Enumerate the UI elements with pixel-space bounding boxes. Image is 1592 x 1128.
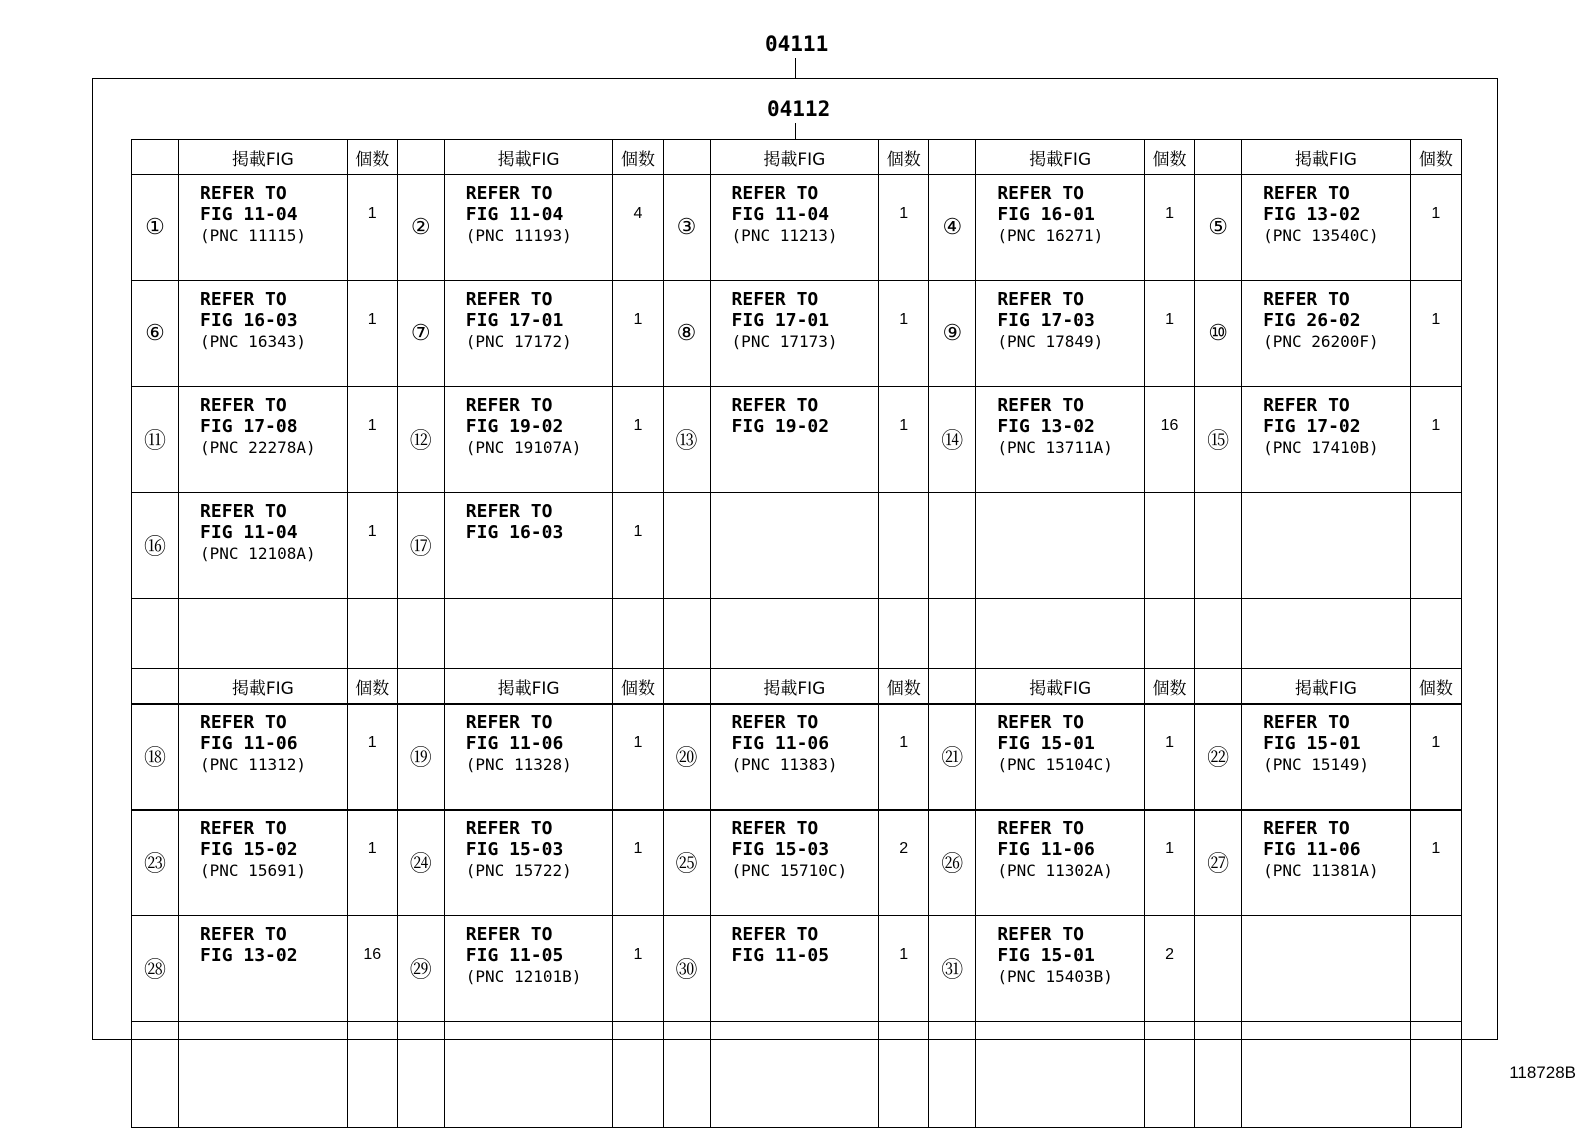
item-number: ㉛ (929, 916, 976, 1022)
item-number (1195, 1022, 1242, 1128)
fig-number-text: FIG 15-02 (200, 839, 298, 860)
reference-table-2 (131, 668, 1462, 1128)
pnc-text: (PNC 15722) (465, 861, 572, 880)
quantity-cell: 1 (1410, 810, 1461, 916)
table-row (132, 387, 1462, 493)
item-number: ⑨ (929, 281, 976, 387)
header-fig-cell: 掲載FIG (444, 669, 613, 704)
item-number (663, 1022, 710, 1128)
header-qty-cell: 個数 (347, 140, 397, 175)
refer-to-text: REFER TO (200, 395, 287, 416)
item-number (929, 493, 976, 599)
item-number: ⑮ (1195, 387, 1242, 493)
pnc-text: (PNC 17172) (465, 332, 572, 351)
refer-to-text: REFER TO (465, 183, 553, 204)
refer-to-text: REFER TO (997, 818, 1085, 839)
quantity-cell: 1 (347, 175, 397, 281)
refer-to-text: REFER TO (997, 395, 1085, 416)
header-fig-cell: 掲載FIG (710, 140, 879, 175)
fig-number-text: FIG 17-02 (1263, 416, 1361, 437)
item-number: ⑧ (663, 281, 710, 387)
fig-reference-cell (976, 916, 1145, 1022)
quantity-cell: 1 (879, 916, 929, 1022)
header-qty-cell: 個数 (879, 140, 929, 175)
quantity-cell: 1 (347, 810, 397, 916)
quantity-cell: 1 (1410, 387, 1461, 493)
refer-to-text: REFER TO (465, 924, 553, 945)
item-number: ㉕ (663, 810, 710, 916)
fig-reference-cell (179, 916, 348, 1022)
refer-to-text: REFER TO (731, 183, 819, 204)
fig-number-text: FIG 11-05 (465, 945, 564, 966)
pnc-text: (PNC 11302A) (997, 861, 1113, 880)
quantity-cell: 1 (1144, 175, 1194, 281)
header-qty-cell: 個数 (879, 669, 929, 704)
table-row (132, 175, 1462, 281)
fig-reference-cell (976, 281, 1145, 387)
fig-reference-cell (444, 175, 613, 281)
table-row (132, 493, 1462, 599)
pnc-text: (PNC 11193) (465, 226, 572, 245)
header-qty-cell: 個数 (1144, 140, 1194, 175)
fig-reference-cell (444, 387, 613, 493)
pnc-text: (PNC 11213) (731, 226, 838, 245)
quantity-cell: 1 (1144, 281, 1194, 387)
quantity-cell (1410, 1022, 1461, 1128)
refer-to-text: REFER TO (731, 289, 819, 310)
quantity-cell: 1 (1144, 704, 1194, 810)
fig-number-text: FIG 11-06 (465, 733, 564, 754)
pnc-text: (PNC 16271) (997, 226, 1104, 245)
quantity-cell: 1 (879, 704, 929, 810)
fig-number-text: FIG 15-03 (465, 839, 564, 860)
pnc-text: (PNC 19107A) (465, 438, 582, 457)
table-row (132, 1022, 1462, 1128)
quantity-cell (1144, 493, 1194, 599)
item-number: ② (397, 175, 444, 281)
pnc-text: (PNC 15710C) (731, 861, 848, 880)
quantity-cell: 1 (347, 493, 397, 599)
fig-reference-cell (1242, 493, 1411, 599)
pnc-text: (PNC 17410B) (1263, 438, 1379, 457)
refer-to-text: REFER TO (1263, 818, 1350, 839)
pnc-text: (PNC 13711A) (997, 438, 1113, 457)
quantity-cell: 1 (347, 704, 397, 810)
fig-number-text: FIG 15-01 (997, 945, 1095, 966)
fig-reference-cell (179, 175, 348, 281)
header-qty-cell: 個数 (613, 669, 663, 704)
fig-number-text: FIG 11-06 (997, 839, 1095, 860)
refer-to-text: REFER TO (465, 395, 553, 416)
header-number-cell (663, 140, 710, 175)
fig-number-text: FIG 17-01 (731, 310, 830, 331)
fig-reference-cell (976, 1022, 1145, 1128)
leader-line-outer (795, 58, 796, 79)
fig-reference-cell (1242, 704, 1411, 810)
refer-to-text: REFER TO (731, 712, 819, 733)
header-fig-cell: 掲載FIG (1242, 669, 1411, 704)
fig-reference-cell (710, 175, 879, 281)
fig-number-text: FIG 11-06 (200, 733, 298, 754)
fig-reference-cell (1242, 810, 1411, 916)
quantity-cell (347, 1022, 397, 1128)
quantity-cell: 1 (613, 704, 663, 810)
fig-reference-cell (976, 810, 1145, 916)
header-number-cell (929, 669, 976, 704)
header-fig-cell: 掲載FIG (710, 669, 879, 704)
item-number (663, 493, 710, 599)
quantity-cell (879, 1022, 929, 1128)
header-qty-cell: 個数 (1144, 669, 1194, 704)
refer-to-text: REFER TO (997, 289, 1085, 310)
fig-reference-cell (1242, 175, 1411, 281)
fig-number-text: FIG 11-04 (731, 204, 830, 225)
leader-line-inner (795, 123, 796, 139)
item-number (1195, 493, 1242, 599)
header-qty-cell: 個数 (1410, 140, 1461, 175)
table-row (132, 916, 1462, 1022)
fig-reference-cell (179, 493, 348, 599)
header-fig-cell: 掲載FIG (976, 140, 1145, 175)
refer-to-text: REFER TO (997, 712, 1085, 733)
item-number: ① (132, 175, 179, 281)
quantity-cell (1144, 1022, 1194, 1128)
quantity-cell: 1 (1410, 704, 1461, 810)
fig-reference-cell (444, 281, 613, 387)
quantity-cell (1410, 916, 1461, 1022)
quantity-cell: 1 (879, 387, 929, 493)
item-number: ⑩ (1195, 281, 1242, 387)
table-row (132, 704, 1462, 810)
refer-to-text: REFER TO (997, 183, 1085, 204)
refer-to-text: REFER TO (200, 289, 287, 310)
pnc-text: (PNC 12101B) (465, 967, 582, 986)
item-number: ⑬ (663, 387, 710, 493)
item-number: ㉗ (1195, 810, 1242, 916)
pnc-text: (PNC 11381A) (1263, 861, 1379, 880)
refer-to-text: REFER TO (1263, 395, 1350, 416)
refer-to-text: REFER TO (200, 501, 287, 522)
pnc-text: (PNC 15104C) (997, 755, 1113, 774)
item-number: ⑦ (397, 281, 444, 387)
fig-number-text: FIG 17-03 (997, 310, 1095, 331)
header-fig-cell: 掲載FIG (976, 669, 1145, 704)
fig-number-text: FIG 19-02 (465, 416, 564, 437)
table-row (132, 281, 1462, 387)
fig-reference-cell (179, 704, 348, 810)
pnc-text: (PNC 15149) (1263, 755, 1370, 774)
pnc-text: (PNC 26200F) (1263, 332, 1379, 351)
quantity-cell: 1 (1410, 281, 1461, 387)
item-number: ㉑ (929, 704, 976, 810)
item-number: ⑲ (397, 704, 444, 810)
refer-to-text: REFER TO (465, 712, 553, 733)
table-row (132, 810, 1462, 916)
header-number-cell (1195, 140, 1242, 175)
quantity-cell: 1 (613, 916, 663, 1022)
pnc-text: (PNC 13540C) (1263, 226, 1379, 245)
item-number: ③ (663, 175, 710, 281)
header-number-cell (397, 669, 444, 704)
item-number: ⑪ (132, 387, 179, 493)
refer-to-text: REFER TO (1263, 183, 1350, 204)
fig-reference-cell (710, 493, 879, 599)
pnc-text: (PNC 15403B) (997, 967, 1113, 986)
refer-to-text: REFER TO (731, 818, 819, 839)
item-number: ⑳ (663, 704, 710, 810)
fig-reference-cell (976, 387, 1145, 493)
item-number (132, 1022, 179, 1128)
refer-to-text: REFER TO (731, 924, 819, 945)
fig-reference-cell (976, 704, 1145, 810)
fig-reference-cell (179, 810, 348, 916)
quantity-cell (879, 493, 929, 599)
fig-number-text: FIG 11-04 (200, 204, 298, 225)
pnc-text: (PNC 15691) (200, 861, 306, 880)
quantity-cell: 1 (613, 387, 663, 493)
pnc-text: (PNC 11383) (731, 755, 838, 774)
item-number: ⑥ (132, 281, 179, 387)
pnc-text: (PNC 11328) (465, 755, 572, 774)
fig-reference-cell (1242, 387, 1411, 493)
fig-number-text: FIG 16-01 (997, 204, 1095, 225)
item-number: ⑫ (397, 387, 444, 493)
header-fig-cell: 掲載FIG (179, 669, 348, 704)
refer-to-text: REFER TO (997, 924, 1085, 945)
fig-number-text: FIG 19-02 (731, 416, 830, 437)
header-number-cell (929, 140, 976, 175)
refer-to-text: REFER TO (465, 818, 553, 839)
fig-reference-cell (444, 493, 613, 599)
fig-reference-cell (1242, 916, 1411, 1022)
fig-reference-cell (710, 1022, 879, 1128)
refer-to-text: REFER TO (465, 501, 553, 522)
item-number: ㉘ (132, 916, 179, 1022)
fig-number-text: FIG 17-08 (200, 416, 298, 437)
item-number: ㉔ (397, 810, 444, 916)
fig-reference-cell (179, 1022, 348, 1128)
quantity-cell: 1 (347, 387, 397, 493)
item-number (397, 1022, 444, 1128)
item-number: ㉙ (397, 916, 444, 1022)
quantity-cell: 1 (879, 281, 929, 387)
fig-number-text: FIG 26-02 (1263, 310, 1361, 331)
header-qty-cell: 個数 (1410, 669, 1461, 704)
item-number: ㉖ (929, 810, 976, 916)
fig-number-text: FIG 16-03 (200, 310, 298, 331)
item-number: ⑰ (397, 493, 444, 599)
quantity-cell: 1 (613, 493, 663, 599)
pnc-text: (PNC 12108A) (200, 544, 316, 563)
header-number-cell (663, 669, 710, 704)
fig-reference-cell (444, 810, 613, 916)
item-number (929, 1022, 976, 1128)
fig-reference-cell (1242, 281, 1411, 387)
refer-to-text: REFER TO (465, 289, 553, 310)
fig-reference-cell (976, 493, 1145, 599)
pnc-text: (PNC 22278A) (200, 438, 316, 457)
item-number: ⑭ (929, 387, 976, 493)
header-fig-cell: 掲載FIG (1242, 140, 1411, 175)
quantity-cell: 1 (347, 281, 397, 387)
fig-reference-cell (710, 281, 879, 387)
fig-number-text: FIG 11-04 (465, 204, 564, 225)
fig-reference-cell (710, 704, 879, 810)
fig-reference-cell (444, 704, 613, 810)
fig-number-text: FIG 16-03 (465, 522, 564, 543)
item-number: ⑯ (132, 493, 179, 599)
fig-number-text: FIG 15-01 (997, 733, 1095, 754)
fig-reference-cell (710, 916, 879, 1022)
item-number: ㉓ (132, 810, 179, 916)
fig-reference-cell (976, 175, 1145, 281)
fig-number-text: FIG 11-05 (731, 945, 830, 966)
refer-to-text: REFER TO (200, 712, 287, 733)
quantity-cell: 1 (613, 281, 663, 387)
quantity-cell: 1 (613, 810, 663, 916)
item-number: ㉒ (1195, 704, 1242, 810)
refer-to-text: REFER TO (200, 183, 287, 204)
quantity-cell: 2 (879, 810, 929, 916)
fig-reference-cell (179, 281, 348, 387)
item-number: ④ (929, 175, 976, 281)
pnc-text: (PNC 11312) (200, 755, 306, 774)
item-number: ⑤ (1195, 175, 1242, 281)
item-number (1195, 916, 1242, 1022)
pnc-text: (PNC 17173) (731, 332, 838, 351)
refer-to-text: REFER TO (731, 395, 819, 416)
fig-reference-cell (179, 387, 348, 493)
fig-number-text: FIG 15-03 (731, 839, 830, 860)
refer-to-text: REFER TO (200, 818, 287, 839)
fig-reference-cell (444, 916, 613, 1022)
fig-number-text: FIG 13-02 (200, 945, 298, 966)
pnc-text: (PNC 16343) (200, 332, 306, 351)
quantity-cell: 1 (1144, 810, 1194, 916)
pnc-text: (PNC 11115) (200, 226, 306, 245)
header-number-cell (397, 140, 444, 175)
table-header-row (132, 140, 1462, 175)
quantity-cell: 16 (347, 916, 397, 1022)
item-number: ㉚ (663, 916, 710, 1022)
header-fig-cell: 掲載FIG (179, 140, 348, 175)
refer-to-text: REFER TO (1263, 712, 1350, 733)
refer-to-text: REFER TO (200, 924, 287, 945)
fig-number-text: FIG 11-04 (200, 522, 298, 543)
fig-reference-cell (444, 1022, 613, 1128)
fig-number-text: FIG 13-02 (997, 416, 1095, 437)
quantity-cell (1410, 493, 1461, 599)
header-qty-cell: 個数 (347, 669, 397, 704)
quantity-cell: 1 (1410, 175, 1461, 281)
fig-reference-cell (710, 387, 879, 493)
quantity-cell: 1 (879, 175, 929, 281)
table-header-row (132, 669, 1462, 704)
pnc-text: (PNC 17849) (997, 332, 1104, 351)
header-number-cell (132, 669, 179, 704)
fig-number-text: FIG 15-01 (1263, 733, 1361, 754)
fig-number-text: FIG 17-01 (465, 310, 564, 331)
assembly-code-outer: 04111 (765, 32, 829, 56)
fig-reference-cell (710, 810, 879, 916)
quantity-cell: 2 (1144, 916, 1194, 1022)
fig-number-text: FIG 11-06 (731, 733, 830, 754)
fig-number-text: FIG 11-06 (1263, 839, 1361, 860)
illustration-number: 118728B (1509, 1063, 1576, 1082)
fig-number-text: FIG 13-02 (1263, 204, 1361, 225)
quantity-cell (613, 1022, 663, 1128)
quantity-cell: 4 (613, 175, 663, 281)
header-number-cell (1195, 669, 1242, 704)
header-fig-cell: 掲載FIG (444, 140, 613, 175)
item-number: ⑱ (132, 704, 179, 810)
refer-to-text: REFER TO (1263, 289, 1350, 310)
assembly-code-inner: 04112 (767, 97, 831, 121)
fig-reference-cell (1242, 1022, 1411, 1128)
header-qty-cell: 個数 (613, 140, 663, 175)
header-number-cell (132, 140, 179, 175)
quantity-cell: 16 (1144, 387, 1194, 493)
